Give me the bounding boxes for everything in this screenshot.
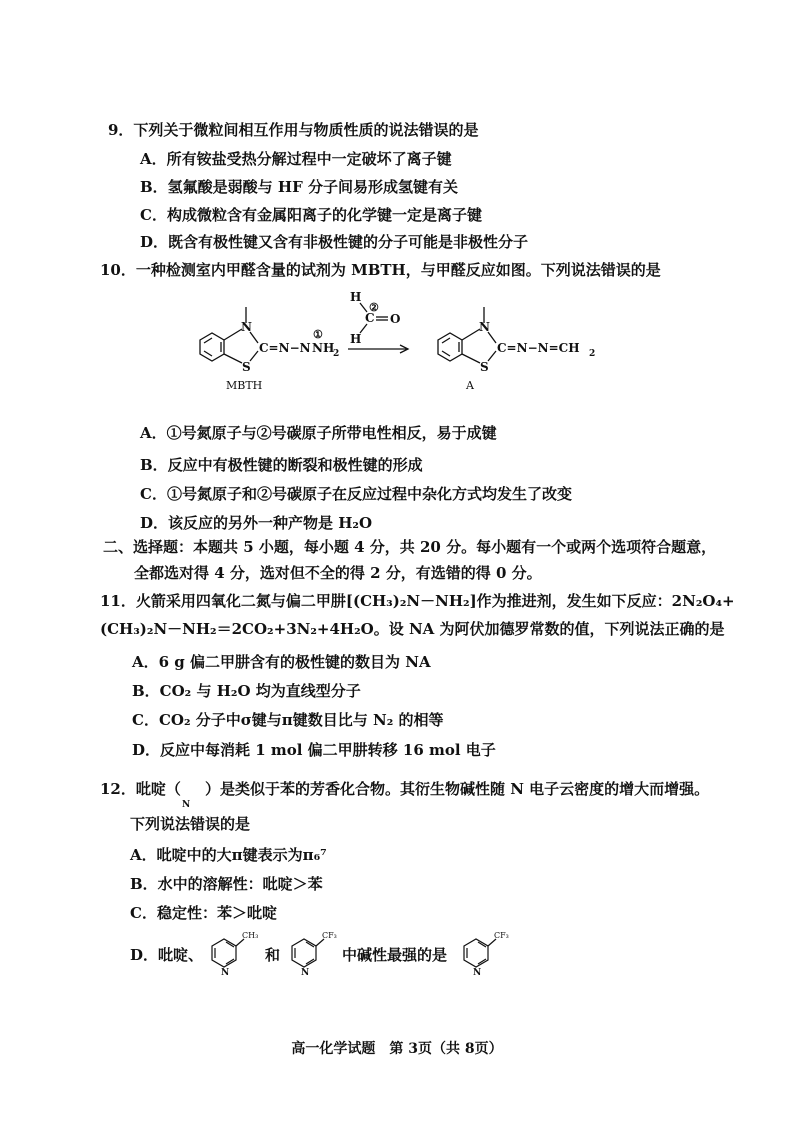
svg-text:CH₃: CH₃ [242, 931, 259, 940]
aldehyde-c: C [365, 311, 375, 325]
q10-option-c: C．①号氮原子和②号碳原子在反应过程中杂化方式均发生了改变 [140, 485, 572, 503]
aldehyde-h-bottom: H [350, 332, 362, 346]
q10-reaction-scheme [180, 285, 620, 395]
product-n-atom: N [479, 320, 490, 334]
3-trifluoromethylpyridine-structure-1 [284, 928, 336, 978]
q11-stem-line1: 11．火箭采用四氧化二氮与偏二甲肼[(CH₃)₂N－NH₂]作为推进剂，发生如下反应：2N₂O₄+ [100, 592, 735, 610]
mbth-n-atom: N [241, 320, 252, 334]
q12-option-d-start: D．吡啶、 [130, 946, 204, 964]
marker-1: ① [313, 328, 323, 341]
product-chain: C=N−N=CH [497, 341, 580, 355]
q10-option-b: B．反应中有极性键的断裂和极性键的形成 [140, 456, 423, 474]
section2-heading: 二、选择题：本题共 5 小题，每小题 4 分，共 20 分。每小题有一个或两个选项符合题意， [103, 538, 717, 556]
page-footer: 高一化学试题 第 3页（共 8页） [291, 1041, 503, 1057]
q12-option-b: B．水中的溶解性：吡啶＞苯 [130, 875, 323, 893]
q10-option-a: A．①号氮原子与②号碳原子所带电性相反，易于成键 [140, 424, 497, 442]
q11-option-c: C．CO₂ 分子中σ键与π键数目比与 N₂ 的相等 [132, 711, 444, 729]
q11-option-a: A．6 g 偏二甲肼含有的极性键的数目为 NA [132, 653, 431, 671]
q12-stem-line2: 下列说法错误的是 [130, 815, 251, 833]
q12-option-d-end: 中碱性最强的是 [342, 946, 448, 964]
q9-option-a: A．所有铵盐受热分解过程中一定破坏了离子键 [140, 150, 452, 168]
svg-text:N: N [473, 968, 482, 978]
q10-option-d: D．该反应的另外一种产物是 H₂O [140, 514, 373, 532]
svg-text:N: N [182, 800, 191, 810]
mbth-s-atom: S [242, 360, 251, 374]
q9-option-d: D．既含有极性键又含有非极性键的分子可能是非极性分子 [140, 233, 529, 251]
svg-text:CF₃: CF₃ [494, 931, 509, 940]
svg-text:2: 2 [333, 349, 340, 359]
3-methylpyridine-structure [204, 928, 259, 978]
q10-stem: 10．一种检测室内甲醛含量的试剂为 MBTH，与甲醛反应如图。下列说法错误的是 [100, 261, 661, 279]
aldehyde-o: O [390, 312, 401, 326]
q12-option-c: C．稳定性：苯＞吡啶 [130, 904, 277, 922]
q12-stem-start: 12．吡啶（ [100, 780, 181, 798]
q12-option-d-and: 和 [265, 946, 281, 964]
q9-option-b: B．氢氟酸是弱酸与 HF 分子间易形成氢键有关 [140, 178, 458, 196]
q9-stem: 9．下列关于微粒间相互作用与物质性质的说法错误的是 [108, 121, 479, 139]
mbth-chain: C=N−N [259, 341, 311, 355]
3-trifluoromethylpyridine-structure-2 [456, 928, 508, 978]
aldehyde-h-top: H [350, 290, 362, 304]
q11-option-b: B．CO₂ 与 H₂O 均为直线型分子 [132, 682, 361, 700]
pyridine-inline-structure [168, 774, 208, 810]
svg-text:2: 2 [589, 349, 596, 359]
q12-stem-end: ）是类似于苯的芳香化合物。其衍生物碱性随 N 电子云密度的增大而增强。 [205, 780, 710, 798]
q11-option-d: D．反应中每消耗 1 mol 偏二甲肼转移 16 mol 电子 [132, 741, 496, 759]
mbth-label: MBTH [226, 379, 263, 392]
product-label: A [466, 379, 474, 392]
product-s-atom: S [480, 360, 489, 374]
marker-2: ② [369, 301, 379, 314]
svg-text:CF₃: CF₃ [322, 931, 337, 940]
svg-text:N: N [221, 968, 230, 978]
mbth-nh2: NH [312, 341, 335, 355]
section2-rules: 全都选对得 4 分，选对但不全的得 2 分，有选错的得 0 分。 [134, 564, 542, 582]
q12-option-a: A．吡啶中的大π键表示为π₆⁷ [130, 846, 327, 864]
q9-option-c: C．构成微粒含有金属阳离子的化学键一定是离子键 [140, 206, 482, 224]
svg-text:N: N [301, 968, 310, 978]
q11-stem-line2: (CH₃)₂N－NH₂＝2CO₂+3N₂+4H₂O。设 NA 为阿伏加德罗常数的值，下列说法正确的是 [100, 620, 725, 638]
